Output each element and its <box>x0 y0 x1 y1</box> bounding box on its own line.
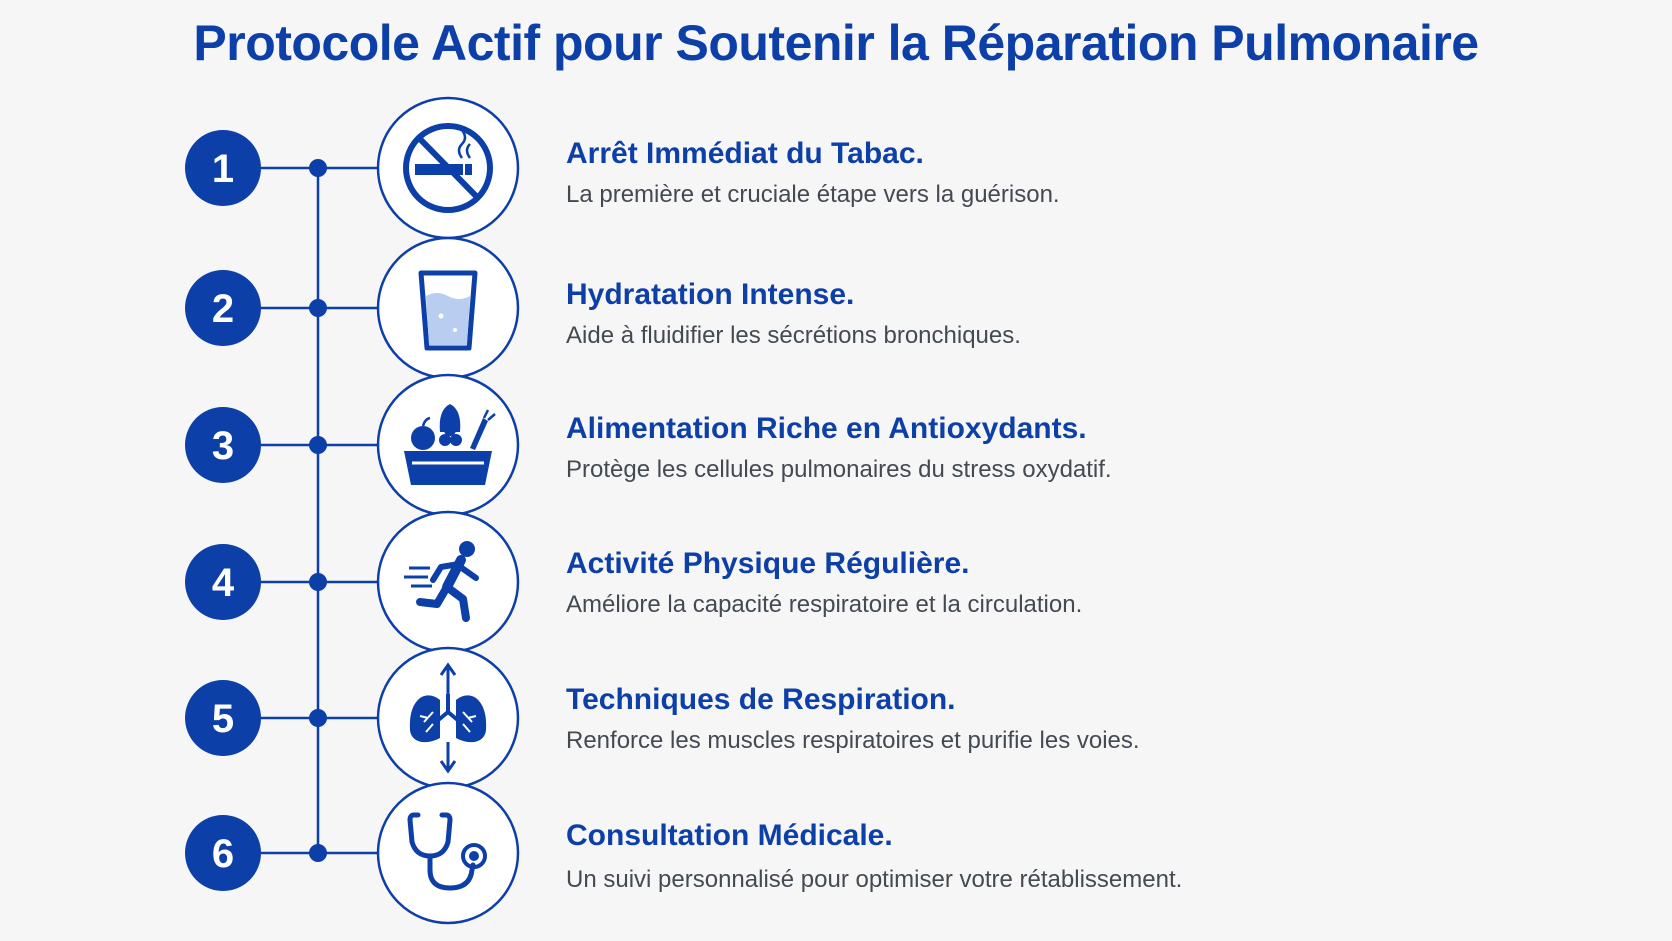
step-3-dot <box>309 436 327 454</box>
step-2-dot <box>309 299 327 317</box>
step-4 <box>185 512 518 652</box>
step-6 <box>185 783 518 923</box>
step-5-dot <box>309 709 327 727</box>
step-1-number: 1 <box>211 147 235 191</box>
step-5-title: Techniques de Respiration. <box>566 683 956 716</box>
step-1-description: La première et cruciale étape vers la guérison. <box>566 181 1060 208</box>
step-6-description: Un suivi personnalisé pour optimiser votre rétablissement. <box>566 866 1183 893</box>
step-2 <box>185 238 518 378</box>
step-6-title: Consultation Médicale. <box>566 819 893 852</box>
step-4-dot <box>309 573 327 591</box>
step-2-title: Hydratation Intense. <box>566 278 855 311</box>
step-2-description: Aide à fluidifier les sécrétions bronchiques. <box>566 322 1021 349</box>
step-1-title: Arrêt Immédiat du Tabac. <box>566 137 924 170</box>
step-2-number: 2 <box>211 287 235 331</box>
step-4-description: Améliore la capacité respiratoire et la circulation. <box>566 591 1083 618</box>
step-1-dot <box>309 159 327 177</box>
step-5-description: Renforce les muscles respiratoires et purifie les voies. <box>566 727 1140 754</box>
water-glass-icon <box>421 273 475 348</box>
step-1 <box>185 98 518 238</box>
step-4-title: Activité Physique Régulière. <box>566 547 970 580</box>
step-3-number: 3 <box>211 424 235 468</box>
step-5-number: 5 <box>211 697 235 741</box>
step-3-description: Protège les cellules pulmonaires du stress oxydatif. <box>566 456 1112 483</box>
page-title: Protocole Actif pour Soutenir la Réparation Pulmonaire <box>193 15 1479 71</box>
step-6-number: 6 <box>211 832 235 876</box>
step-4-number: 4 <box>211 561 235 605</box>
step-6-icon-ring <box>378 783 518 923</box>
step-5 <box>185 648 518 788</box>
step-6-dot <box>309 844 327 862</box>
step-3-title: Alimentation Riche en Antioxydants. <box>566 412 1087 445</box>
step-3 <box>185 375 518 515</box>
